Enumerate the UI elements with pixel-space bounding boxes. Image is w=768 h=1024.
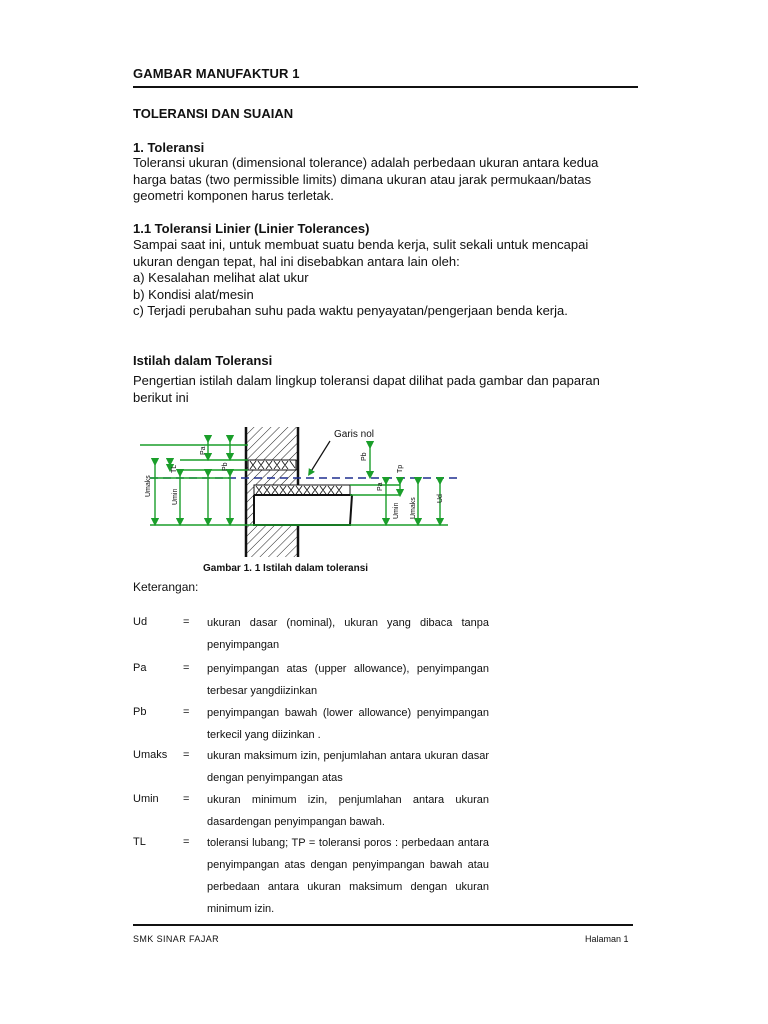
paragraph-line: berikut ini: [133, 389, 189, 405]
definition-text: ukuran dasar (nominal), ukuran yang dibaca tanpa penyimpangan: [207, 617, 489, 651]
figure-caption: Gambar 1. 1 Istilah dalam toleransi: [203, 563, 369, 574]
definition-equals: =: [183, 836, 190, 848]
definition-text: toleransi lubang; TP = toleransi poros : perbedaan antara penyimpangan atas dengan penyimpangan bawah atau perbedaan antara ukuran maksimum dengan ukuran minimum izin.: [207, 837, 489, 915]
header-rule: [133, 86, 638, 88]
label-tp: Tp: [397, 464, 404, 473]
footer-rule: [133, 924, 633, 926]
definition-text: ukuran maksimum izin, penjumlahan antara ukuran dasar dengan penyimpangan atas: [207, 750, 489, 784]
definition-equals: =: [183, 793, 190, 805]
definition-term: Pa: [133, 662, 147, 674]
paragraph-line: geometri komponen harus terletak.: [133, 188, 334, 203]
label-pb-left: Pb: [222, 462, 229, 471]
heading-toleransi: 1. Toleransi: [133, 140, 205, 155]
heading-istilah: Istilah dalam Toleransi: [133, 353, 273, 368]
footer-page-number: Halaman 1: [585, 934, 629, 944]
definition-equals: =: [183, 706, 190, 718]
label-umin-left: Umin: [172, 488, 179, 505]
definition-equals: =: [183, 616, 190, 628]
definition-equals: =: [183, 749, 190, 761]
footer-school: SMK SINAR FAJAR: [133, 934, 220, 944]
label-umaks-left: Umaks: [145, 475, 152, 497]
section-title: TOLERANSI DAN SUAIAN: [133, 106, 294, 121]
definition-term: Umaks: [133, 749, 168, 761]
paragraph-istilah: [133, 373, 637, 406]
paragraph-line: Sampai saat ini, untuk membuat suatu benda kerja, sulit sekali untuk mencapai: [133, 237, 589, 252]
label-pb-right: Pb: [361, 452, 368, 461]
definition-equals: =: [183, 662, 190, 674]
definition-term: Ud: [133, 616, 148, 628]
tolerance-diagram: [130, 415, 470, 563]
paragraph-line: Pengertian istilah dalam lingkup toleransi dapat dilihat pada gambar dan paparan: [133, 373, 600, 388]
paragraph-line: Toleransi ukuran (dimensional tolerance) adalah perbedaan ukuran antara kedua: [133, 155, 599, 170]
paragraph-line: harga batas (two permissible limits) dimana ukuran atau jarak permukaan/batas: [133, 171, 592, 187]
definition-term: Pb: [133, 706, 147, 718]
keterangan-title: Keterangan:: [133, 580, 199, 594]
label-tl: TL: [171, 464, 178, 473]
document-header: GAMBAR MANUFAKTUR 1: [133, 66, 300, 81]
paragraph-line: ukuran dengan tepat, hal ini disebabkan antara lain oleh:: [133, 253, 460, 269]
label-umaks-right: Umaks: [410, 497, 417, 519]
heading-toleransi-linier: 1.1 Toleransi Linier (Linier Tolerances): [133, 221, 370, 236]
definition-text: ukuran minimum izin, penjumlahan antara ukuran dasardengan penyimpangan bawah.: [207, 794, 489, 828]
label-pa-left: Pa: [200, 446, 207, 455]
label-ud: Ud: [437, 494, 444, 503]
definition-text: penyimpangan atas (upper allowance), penyimpangan terbesar yangdiizinkan: [207, 663, 489, 697]
label-pa-right: Pa: [377, 482, 384, 491]
paragraph-toleransi: [133, 155, 637, 205]
list-item: b) Kondisi alat/mesin: [133, 286, 254, 302]
list-item: a) Kesalahan melihat alat ukur: [133, 270, 309, 285]
definition-term: TL: [133, 836, 146, 848]
definition-text: penyimpangan bawah (lower allowance) penyimpangan terkecil yang diizinkan .: [207, 707, 489, 741]
definition-term: Umin: [133, 793, 159, 805]
list-item: c) Terjadi perubahan suhu pada waktu penyayatan/pengerjaan benda kerja.: [133, 303, 568, 318]
label-garis-nol: Garis nol: [334, 429, 375, 440]
paragraph-toleransi-linier: [133, 237, 637, 320]
label-umin-right: Umin: [393, 502, 400, 519]
